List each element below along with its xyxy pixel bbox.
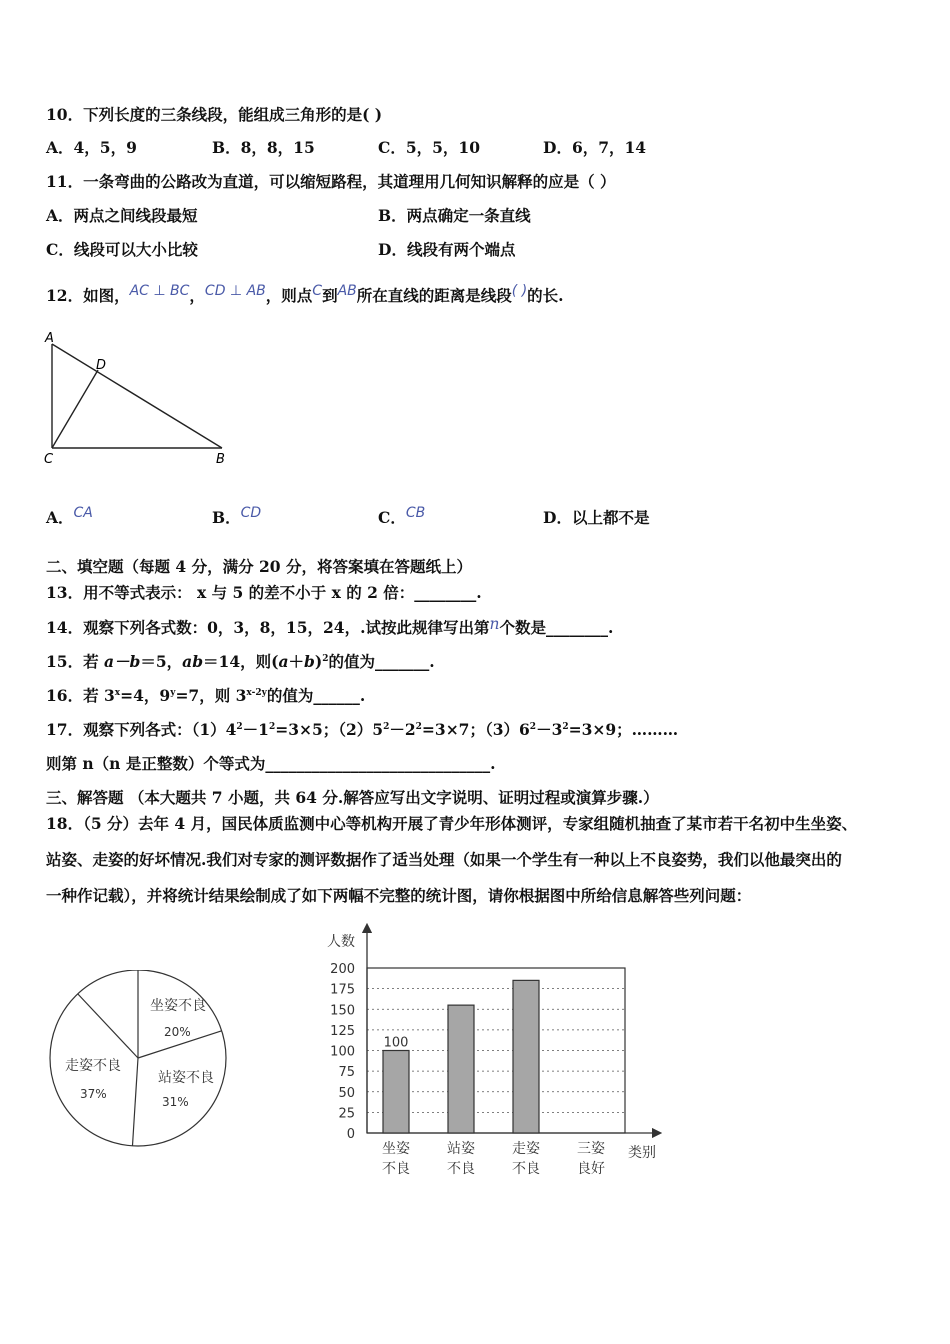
q16 [46, 684, 365, 706]
q12-option-a-value: CA [73, 505, 93, 521]
bar-2 [513, 980, 539, 1133]
pie-pct-sitting: 20% [164, 1025, 191, 1039]
q16-d: 的值为______. [266, 686, 366, 705]
bar-0 [383, 1051, 409, 1134]
q14-text-b: 个数是________. [499, 618, 614, 637]
pie-pct-standing: 31% [162, 1095, 189, 1109]
q15-i: ) [314, 652, 323, 671]
q12-math-ab: AB [337, 283, 357, 299]
q14-n: n [489, 615, 500, 633]
q16-s3: x-2y [246, 687, 267, 698]
q17-answer-line: 则第 n（n 是正整数）个等式为_____________________________. [46, 754, 496, 773]
label-c: C [44, 452, 54, 467]
q15-f: a [278, 652, 289, 671]
q10-option-c: C．5，5，10 [378, 138, 480, 157]
q17-sup-3: 2 [383, 721, 390, 732]
pie-label-walking: 走姿不良 [65, 1058, 121, 1074]
q18-line-1: 18．（5 分）去年 4 月，国民体质监测中心等机构开展了青少年形体测评，专家组随机抽查了某市若干名初中生坐姿、 [46, 814, 858, 833]
x-category-label: 三姿 [577, 1141, 605, 1157]
q15-g: ＋ [288, 652, 305, 671]
y-tick-label: 0 [346, 1127, 355, 1142]
q18-line-2: 站姿、走姿的好坏情况.我们对专家的测评数据作了适当处理（如果一个学生有一种以上不良姿势，我们以他最突出的 [46, 850, 842, 869]
pie-pct-walking: 37% [80, 1087, 107, 1101]
q16-c: =7，则 3 [175, 686, 247, 705]
q11-option-b: B．两点确定一条直线 [378, 206, 531, 225]
q13: 13．用不等式表示： x 与 5 的差不小于 x 的 2 倍：________. [46, 583, 482, 602]
y-tick-label: 125 [330, 1023, 355, 1039]
q17-sup-6: 2 [562, 721, 569, 732]
q15-h: b [304, 652, 315, 671]
x-category-label: 站姿 [447, 1141, 475, 1157]
y-tick-label: 75 [338, 1065, 355, 1081]
bar-data-label: 100 [383, 1035, 409, 1051]
q17-sup-2: 2 [268, 721, 276, 732]
q12-option-d-letter: D． [543, 508, 572, 527]
q11-option-d: D．线段有两个端点 [378, 240, 516, 259]
q14 [46, 616, 613, 638]
y-tick-label: 25 [338, 1106, 355, 1122]
q12-option-d-value: 以上都不是 [571, 508, 650, 527]
q17-sup-5: 2 [529, 721, 537, 732]
q12-mid3: 所在直线的距离是线段 [356, 286, 512, 305]
q12-suffix: 的长. [527, 286, 564, 305]
segment-ab [52, 344, 222, 448]
q12-option-c [378, 506, 425, 528]
q15 [46, 650, 435, 672]
y-tick-label: 200 [330, 962, 355, 977]
x-category-label: 坐姿 [382, 1141, 410, 1157]
y-tick-label: 175 [330, 982, 355, 998]
q12-sep: ， [189, 286, 205, 305]
q12-blank-paren: ( ) [511, 283, 528, 299]
q10-option-b: B．8，8，15 [212, 138, 315, 157]
q17-b: －1 [242, 720, 269, 739]
q11-option-a: A．两点之间线段最短 [46, 206, 198, 225]
q17 [46, 718, 678, 740]
q12-math-ac-perp-bc: AC ⊥ BC [129, 283, 190, 299]
q17-d: －2 [389, 720, 416, 739]
q10-stem: 10．下列长度的三条线段，能组成三角形的是( ) [46, 105, 383, 124]
section-2-heading: 二、填空题（每题 4 分，满分 20 分，将答案填在答题纸上） [46, 557, 472, 576]
section-3-heading: 三、解答题 （本大题共 7 小题，共 64 分.解答应写出文字说明、证明过程或演算步骤.） [46, 788, 659, 807]
q12-option-a-letter: A． [46, 508, 74, 527]
q15-j: 的值为_______. [328, 652, 435, 671]
label-b: B [216, 452, 225, 467]
x-category-label: 良好 [577, 1161, 605, 1177]
q12-option-a [46, 506, 93, 528]
q17-g: =3×9；……… [568, 720, 679, 739]
q10-option-d: D．6，7，14 [543, 138, 647, 157]
x-category-label: 不良 [382, 1161, 410, 1177]
q18-line-3: 一种作记载），并将统计结果绘制成了如下两幅不完整的统计图，请你根据图中所给信息解答些列问题： [46, 886, 752, 905]
q11-option-c: C．线段可以大小比较 [46, 240, 198, 259]
q17-e: =3×7；（3）6 [421, 720, 530, 739]
y-tick-label: 50 [338, 1085, 355, 1101]
q12-stem [46, 284, 564, 306]
q14-text-a: 14．观察下列各式数：0，3，8，15，24，.试按此规律写出第 [46, 618, 490, 637]
q12-option-b-value: CD [240, 505, 262, 521]
q11-stem: 11．一条弯曲的公路改为直道，可以缩短路程，其道理用几何知识解释的应是（ ） [46, 172, 616, 191]
q15-sup: 2 [322, 653, 329, 664]
q12-mid1: ，则点 [265, 286, 313, 305]
y-tick-label: 100 [330, 1044, 355, 1060]
label-a: A [45, 331, 54, 346]
segment-cd [52, 370, 98, 448]
q12-option-c-value: CB [405, 505, 426, 521]
q12-prefix: 12．如图， [46, 286, 130, 305]
q12-triangle-figure [40, 328, 240, 470]
q16-a: 16．若 3 [46, 686, 115, 705]
q15-b: a－b [103, 652, 141, 671]
pie-label-standing: 站姿不良 [158, 1070, 214, 1086]
bar-1 [448, 1005, 474, 1133]
q15-a: 15．若 [46, 652, 104, 671]
y-axis-label: 人数 [327, 934, 355, 950]
q17-c: =3×5；（2）5 [275, 720, 384, 739]
q17-a: 17．观察下列各式：（1）4 [46, 720, 237, 739]
q12-option-b-letter: B． [212, 508, 241, 527]
q12-mid2: 到 [322, 286, 338, 305]
q12-option-c-letter: C． [378, 508, 406, 527]
q12-option-b [212, 506, 261, 528]
q12-option-d [543, 506, 649, 528]
q15-e: ＝14，则( [203, 652, 279, 671]
q16-s1: x [114, 687, 121, 698]
pie-label-sitting: 坐姿不良 [150, 998, 206, 1014]
q12-math-cd-perp-ab: CD ⊥ AB [204, 283, 266, 299]
x-category-label: 不良 [512, 1161, 540, 1177]
bar-chart [315, 920, 675, 1190]
q17-sup-1: 2 [236, 721, 243, 732]
pie-chart [40, 970, 250, 1160]
q16-b: =4，9 [120, 686, 171, 705]
q15-d: ab [182, 652, 204, 671]
x-axis-label: 类别 [628, 1145, 656, 1161]
q10-option-a: A．4，5，9 [46, 138, 137, 157]
q16-s2: y [170, 687, 176, 698]
q17-sup-4: 2 [415, 721, 422, 732]
q17-f: －3 [536, 720, 563, 739]
x-category-label: 不良 [447, 1161, 475, 1177]
q12-math-c: C [312, 283, 323, 299]
q15-c: ＝5， [140, 652, 183, 671]
y-tick-label: 150 [330, 1003, 355, 1019]
label-d: D [96, 358, 107, 373]
x-category-label: 走姿 [512, 1141, 540, 1157]
